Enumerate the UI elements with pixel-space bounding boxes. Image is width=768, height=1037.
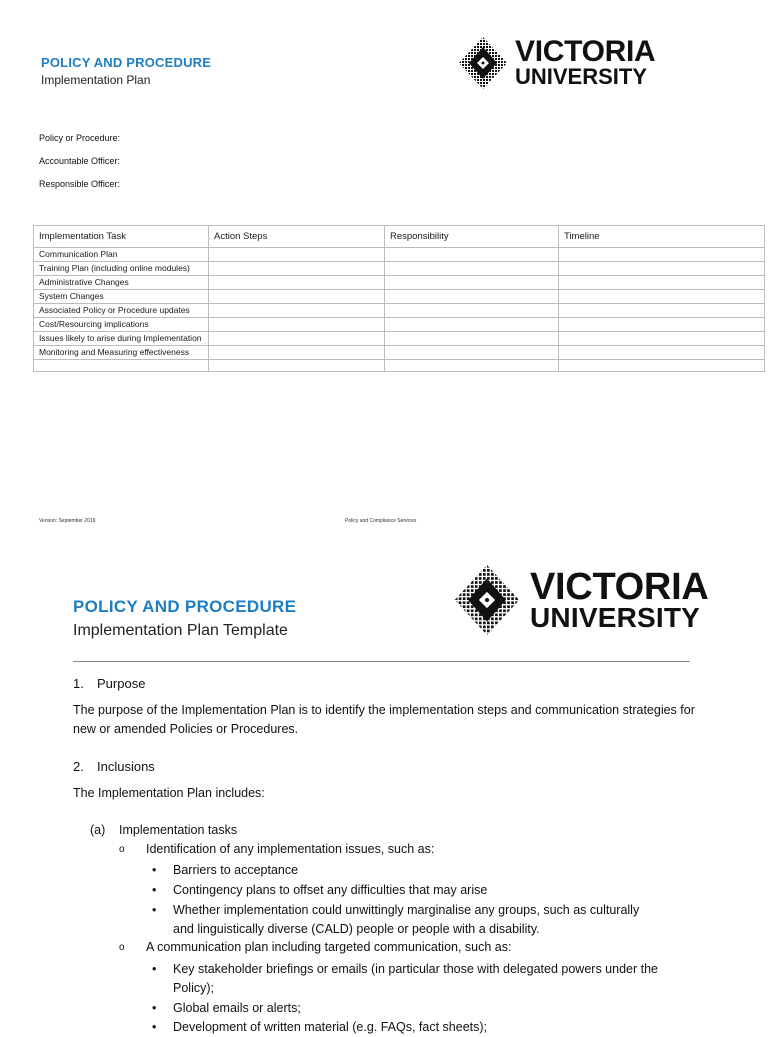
timeline-cell[interactable] [559,318,765,332]
list-text: Contingency plans to offset any difficulties that may arise [173,883,488,897]
task-cell: Administrative Changes [34,276,209,290]
responsibility-cell[interactable] [385,304,559,318]
list-text: Implementation tasks [119,823,238,837]
logo-line-1: VICTORIA [530,565,709,608]
table-row [34,262,765,276]
col-header: Implementation Task [34,226,209,248]
responsibility-cell[interactable] [385,276,559,290]
timeline-cell[interactable] [559,276,765,290]
responsibility-cell[interactable] [385,318,559,332]
timeline-cell[interactable] [559,290,765,304]
responsibility-cell[interactable] [385,290,559,304]
implementation-table [33,225,765,372]
action-cell[interactable] [209,346,385,360]
section-title: Inclusions [97,759,155,774]
list-text: Identification of any implementation issues, such as: [146,842,435,856]
action-cell[interactable] [209,332,385,346]
sub-list-item [119,840,679,859]
section-number: 1. [73,676,84,691]
responsibility-cell[interactable] [385,360,559,372]
bullet-icon: • [152,1001,157,1015]
table-row [34,276,765,290]
logo-wordmark [530,565,709,633]
list-text: Development of written material (e.g. FAQs, fact sheets); [173,1020,488,1034]
task-cell: Training Plan (including online modules) [34,262,209,276]
logo-line-2: UNIVERSITY [515,63,648,89]
table-row [34,360,765,372]
task-cell: Cost/Resourcing implications [34,318,209,332]
list-label: (a) [90,823,106,837]
inclusions-intro: The Implementation Plan includes: [73,786,265,800]
timeline-cell[interactable] [559,304,765,318]
circle-bullet-icon: o [119,942,125,953]
diamond-logo-icon [454,565,520,635]
list-text: A communication plan including targeted communication, such as: [146,940,512,954]
page-subtitle: Implementation Plan Template [73,622,288,639]
page-subtitle: Implementation Plan [41,73,151,87]
field-responsible-officer: Responsible Officer: [39,179,120,189]
footer-service: Policy and Compliance Services [345,518,417,524]
field-accountable-officer: Accountable Officer: [39,156,120,166]
page-title: POLICY AND PROCEDURE [73,597,297,616]
list-item-a [90,821,237,840]
field-policy-or-procedure: Policy or Procedure: [39,133,121,143]
timeline-cell[interactable] [559,360,765,372]
bullet-icon: • [152,1020,157,1034]
table-row [34,248,765,262]
action-cell[interactable] [209,276,385,290]
table-header-row [34,226,765,248]
footer-version: Version: September 2019 [39,518,96,524]
action-cell[interactable] [209,360,385,372]
logo-wordmark [515,35,656,89]
purpose-paragraph: The purpose of the Implementation Plan is to identify the implementation steps and communication strategies for new or amended Policies or Procedures. [73,703,695,736]
table-row [34,304,765,318]
logo-line-1: VICTORIA [515,35,656,69]
list-text: Global emails or alerts; [173,1001,301,1015]
section-number: 2. [73,759,84,774]
task-cell: Issues likely to arise during Implementation [34,332,209,346]
action-cell[interactable] [209,262,385,276]
action-cell[interactable] [209,248,385,262]
task-cell[interactable] [34,360,209,372]
logo-line-2: UNIVERSITY [530,601,701,633]
university-logo [454,565,708,635]
page-title: POLICY AND PROCEDURE [41,55,212,70]
task-cell: Monitoring and Measuring effectiveness [34,346,209,360]
bullet-icon: • [152,883,157,897]
col-header: Timeline [559,226,765,248]
timeline-cell[interactable] [559,332,765,346]
list-text: Barriers to acceptance [173,863,299,877]
timeline-cell[interactable] [559,262,765,276]
bullet-item [152,999,672,1018]
table-row [34,290,765,304]
list-text: Whether implementation could unwittingly marginalise any groups, such as culturally and linguistically diverse (CALD) people or people with a disability. [173,903,640,936]
sub-list-item [119,938,679,957]
col-header: Responsibility [385,226,559,248]
responsibility-cell[interactable] [385,346,559,360]
list-text: Key stakeholder briefings or emails (in particular those with delegated powers under the Policy); [173,962,658,995]
task-cell: System Changes [34,290,209,304]
col-header: Action Steps [209,226,385,248]
responsibility-cell[interactable] [385,262,559,276]
task-cell: Associated Policy or Procedure updates [34,304,209,318]
table-row [34,346,765,360]
responsibility-cell[interactable] [385,332,559,346]
bullet-item [152,881,672,900]
bullet-item [152,960,672,998]
table-row [34,318,765,332]
action-cell[interactable] [209,318,385,332]
diamond-logo-icon [459,37,507,89]
divider [73,661,690,662]
action-cell[interactable] [209,304,385,318]
timeline-cell[interactable] [559,248,765,262]
circle-bullet-icon: o [119,844,125,855]
responsibility-cell[interactable] [385,248,559,262]
bullet-icon: • [152,903,157,917]
university-logo [459,37,655,89]
bullet-item [152,1018,672,1037]
timeline-cell[interactable] [559,346,765,360]
action-cell[interactable] [209,290,385,304]
section-title: Purpose [97,676,146,691]
section-heading-inclusions [73,759,155,774]
bullet-icon: • [152,962,157,976]
section-heading-purpose [73,676,145,691]
task-cell: Communication Plan [34,248,209,262]
bullet-item [152,861,672,880]
table-row [34,332,765,346]
bullet-item [152,901,662,939]
bullet-icon: • [152,863,157,877]
